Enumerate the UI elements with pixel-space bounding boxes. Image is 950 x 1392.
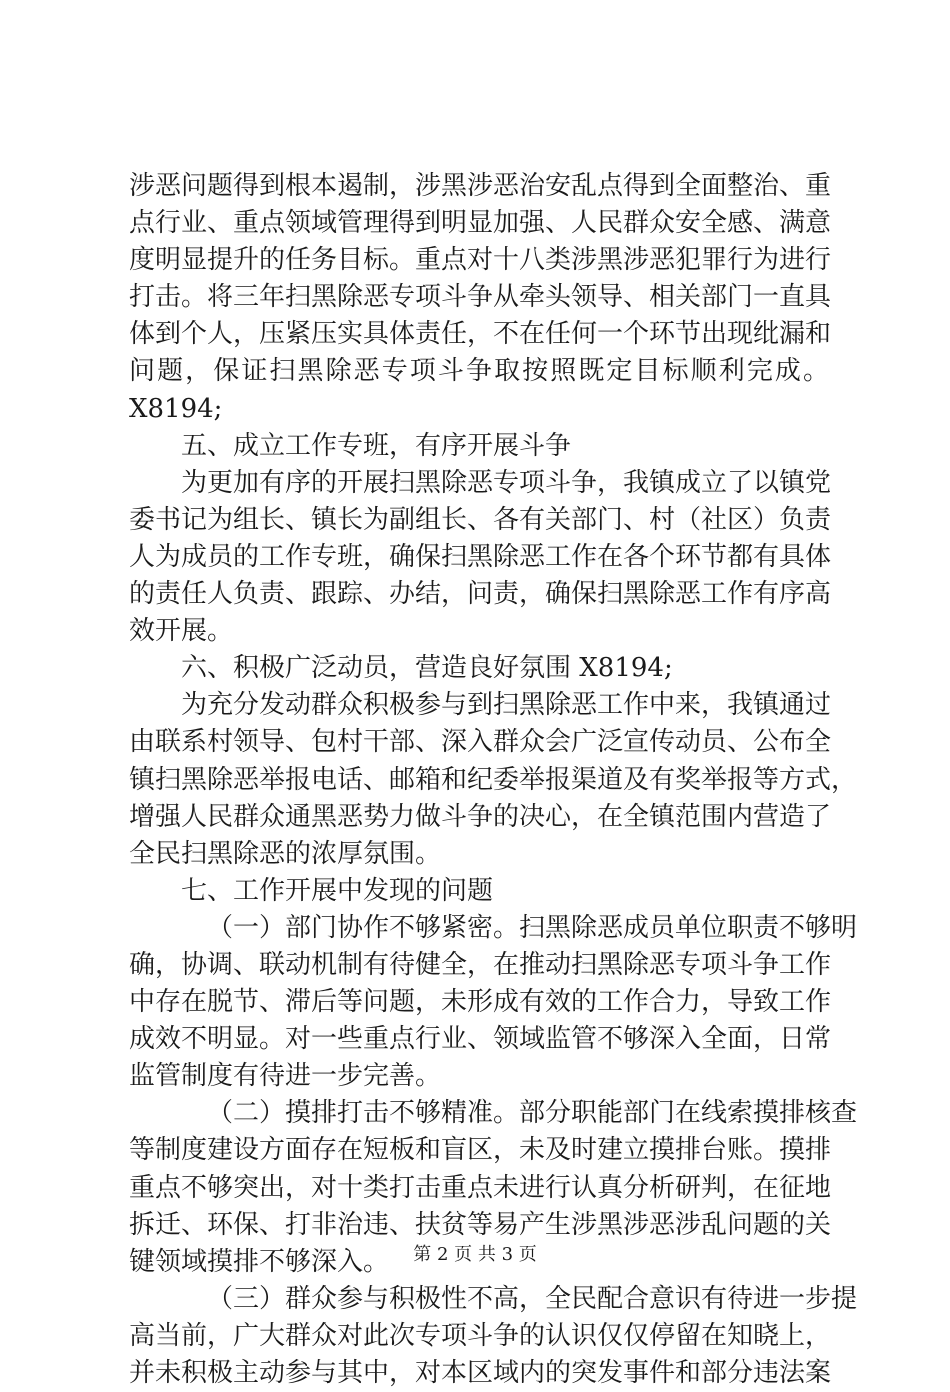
body-line: 的责任人负责、跟踪、办结，问责，确保扫黑除恶工作有序高 <box>129 579 832 610</box>
paragraph-first-line: （二）摸排打击不够精准。部分职能部门在线索摸排核查 <box>207 1098 858 1129</box>
body-line: 拆迁、环保、打非治违、扶贫等易产生涉黑涉恶涉乱问题的关 <box>129 1209 832 1240</box>
body-line: 由联系村领导、包村干部、深入群众会广泛宣传动员、公布全 <box>129 727 832 758</box>
body-line: 中存在脱节、滞后等问题，未形成有效的工作合力，导致工作 <box>129 987 832 1018</box>
body-line: 效开展。 <box>129 616 234 647</box>
body-line: 问题，保证扫黑除恶专项斗争取按照既定目标顺利完成。 <box>129 356 829 387</box>
paragraph-first-line: （一）部门协作不够紧密。扫黑除恶成员单位职责不够明 <box>207 912 858 943</box>
section-heading: 七、工作开展中发现的问题 <box>181 875 494 906</box>
body-line: 涉恶问题得到根本遏制，涉黑涉恶治安乱点得到全面整治、重 <box>129 171 832 201</box>
body-line: 等制度建设方面存在短板和盲区，未及时建立摸排台账。摸排 <box>129 1135 832 1166</box>
body-line: 并未积极主动参与其中，对本区域内的突发事件和部分违法案 <box>129 1358 832 1388</box>
body-line: 人为成员的工作专班，确保扫黑除恶工作在各个环节都有具体 <box>129 541 832 572</box>
body-line: 度明显提升的任务目标。重点对十八类涉黑涉恶犯罪行为进行 <box>129 245 832 276</box>
body-line: 打击。将三年扫黑除恶专项斗争从牵头领导、相关部门一直具 <box>129 282 832 313</box>
section-heading: 五、成立工作专班，有序开展斗争 <box>181 430 572 461</box>
body-line: 点行业、重点领域管理得到明显加强、人民群众安全感、满意 <box>129 208 832 239</box>
page-number-footer: 第 2 页 共 3 页 <box>413 1244 537 1265</box>
body-line: 增强人民群众通黑恶势力做斗争的决心，在全镇范围内营造了 <box>129 801 832 832</box>
body-line: 体到个人，压紧压实具体责任，不在任何一个环节出现纰漏和 <box>129 319 832 350</box>
body-line: 高当前，广大群众对此次专项斗争的认识仅仅停留在知晓上， <box>129 1320 832 1351</box>
body-line: 重点不够突出，对十类打击重点未进行认真分析研判，在征地 <box>129 1172 832 1203</box>
document-body <box>129 168 858 1392</box>
body-line: 委书记为组长、镇长为副组长、各有关部门、村（社区）负责 <box>129 504 832 535</box>
section-heading: 六、积极广泛动员，营造良好氛围 X8194; <box>181 653 673 684</box>
body-line: X8194; <box>129 393 223 424</box>
body-line: 镇扫黑除恶举报电话、邮箱和纪委举报渠道及有奖举报等方式， <box>129 764 858 795</box>
body-line: 确，协调、联动机制有待健全，在推动扫黑除恶专项斗争工作 <box>129 949 832 980</box>
body-line: 全民扫黑除恶的浓厚氛围。 <box>129 838 442 869</box>
paragraph-first-line: 为更加有序的开展扫黑除恶专项斗争，我镇成立了以镇党 <box>181 467 832 498</box>
paragraph-first-line: （三）群众参与积极性不高，全民配合意识有待进一步提 <box>207 1283 858 1314</box>
body-line: 键领域摸排不够深入。 <box>129 1246 390 1277</box>
body-line: 成效不明显。对一些重点行业、领域监管不够深入全面，日常 <box>129 1024 832 1055</box>
paragraph-first-line: 为充分发动群众积极参与到扫黑除恶工作中来，我镇通过 <box>181 690 832 721</box>
body-line: 监管制度有待进一步完善。 <box>129 1061 442 1092</box>
